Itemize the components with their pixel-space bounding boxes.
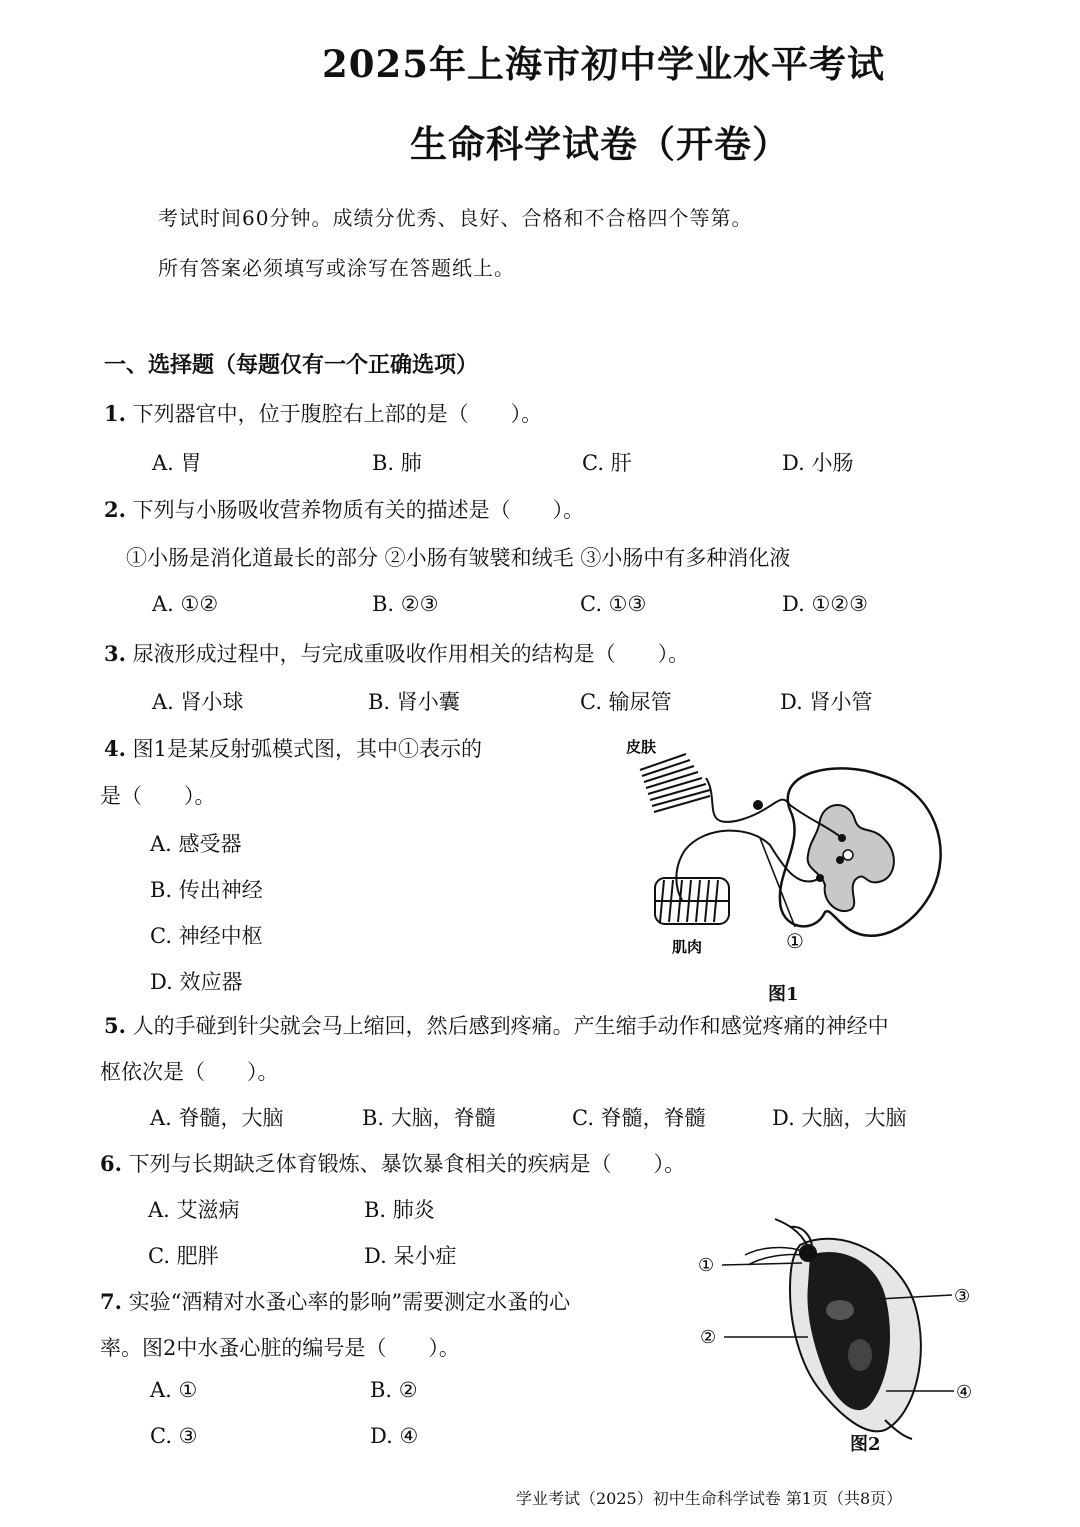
option: C. ③ [150, 1424, 198, 1448]
water-flea-figure [690, 1215, 990, 1440]
question-7-continued: 率。图2中水蚤心脏的编号是（ ）。 [100, 1336, 460, 1360]
question-text: 人的手碰到针尖就会马上缩回，然后感到疼痛。产生缩手动作和感觉疼痛的神经中 [132, 1014, 889, 1038]
page-footer: 学业考试（2025）初中生命科学试卷 第1页（共8页） [516, 1489, 903, 1508]
question-3 [104, 638, 689, 668]
question-number: 4. [104, 736, 126, 761]
figure-1-caption: 图1 [768, 984, 799, 1005]
option: B. 肺炎 [364, 1198, 435, 1222]
muscle-label: 肌肉 [672, 938, 703, 956]
option: B. 肾小囊 [368, 690, 460, 714]
option: D. ④ [370, 1424, 419, 1448]
option: A. 艾滋病 [148, 1198, 240, 1222]
question-2 [104, 494, 584, 524]
option: C. ①③ [580, 592, 647, 616]
option: A. 感受器 [150, 832, 242, 856]
option: B. 肺 [372, 451, 422, 475]
option: D. 大脑，大脑 [772, 1106, 907, 1130]
option: B. 大脑，脊髓 [362, 1106, 496, 1130]
option: D. ①②③ [782, 592, 868, 616]
option: A. 脊髓，大脑 [150, 1106, 284, 1130]
question-2-statements: ①小肠是消化道最长的部分 ②小肠有皱襞和绒毛 ③小肠中有多种消化液 [126, 546, 791, 570]
option: D. 小肠 [782, 451, 854, 475]
option: C. 神经中枢 [150, 924, 263, 948]
figure-2-caption: 图2 [850, 1434, 881, 1455]
ganglion [753, 800, 763, 810]
option: C. 肥胖 [148, 1244, 219, 1268]
skin-label: 皮肤 [626, 738, 657, 756]
instruction-line-2: 所有答案必须填写或涂写在答题纸上。 [158, 256, 515, 280]
option: D. 肾小管 [780, 690, 873, 714]
marker-3: ③ [954, 1286, 971, 1307]
marker-2: ② [700, 1327, 717, 1348]
option: C. 输尿管 [580, 690, 672, 714]
option: A. 胃 [152, 451, 202, 475]
reflex-arc-figure [610, 730, 960, 1010]
question-number: 3. [104, 641, 126, 666]
question-text: 图1是某反射弧模式图，其中①表示的 [132, 737, 482, 761]
exam-subtitle: 生命科学试卷（开卷） [410, 122, 790, 166]
question-number: 1. [104, 401, 126, 426]
option: A. ①② [152, 592, 219, 616]
question-number: 6. [100, 1151, 122, 1176]
question-5 [104, 1010, 889, 1040]
exam-title: 2025年上海市初中学业水平考试 [322, 42, 885, 86]
question-number: 7. [100, 1289, 122, 1314]
option: A. ① [150, 1378, 198, 1402]
marker-4: ④ [956, 1382, 973, 1403]
question-7 [100, 1286, 570, 1316]
water-flea [745, 1219, 921, 1439]
question-6 [100, 1148, 685, 1178]
option: B. ② [370, 1378, 418, 1402]
question-5-continued: 枢依次是（ ）。 [100, 1060, 279, 1084]
option: D. 效应器 [150, 970, 243, 994]
question-text: 尿液形成过程中，与完成重吸收作用相关的结构是（ ）。 [132, 642, 690, 666]
question-text: 下列器官中，位于腹腔右上部的是（ ）。 [132, 402, 543, 426]
marker-1: ① [698, 1255, 715, 1276]
option: A. 肾小球 [152, 690, 244, 714]
section-title: 一、选择题（每题仅有一个正确选项） [104, 352, 479, 378]
option: B. 传出神经 [150, 878, 263, 902]
question-4 [104, 733, 482, 763]
spinal-cord [780, 768, 941, 935]
option: B. ②③ [372, 592, 439, 616]
question-text: 实验“酒精对水蚤心率的影响”需要测定水蚤的心 [128, 1290, 571, 1314]
question-number: 5. [104, 1013, 126, 1038]
option: C. 脊髓，脊髓 [572, 1106, 706, 1130]
skin-receptor [640, 754, 710, 812]
question-text: 下列与长期缺乏体育锻炼、暴饮暴食相关的疾病是（ ）。 [128, 1152, 686, 1176]
marker-1: ① [786, 929, 804, 953]
question-4-continued: 是（ ）。 [100, 784, 216, 808]
question-1 [104, 398, 542, 428]
muscle-effector [655, 878, 729, 924]
option: C. 肝 [582, 451, 632, 475]
option: D. 呆小症 [364, 1244, 457, 1268]
question-number: 2. [104, 497, 126, 522]
question-text: 下列与小肠吸收营养物质有关的描述是（ ）。 [132, 498, 585, 522]
instruction-line-1: 考试时间60分钟。成绩分优秀、良好、合格和不合格四个等第。 [158, 206, 753, 230]
